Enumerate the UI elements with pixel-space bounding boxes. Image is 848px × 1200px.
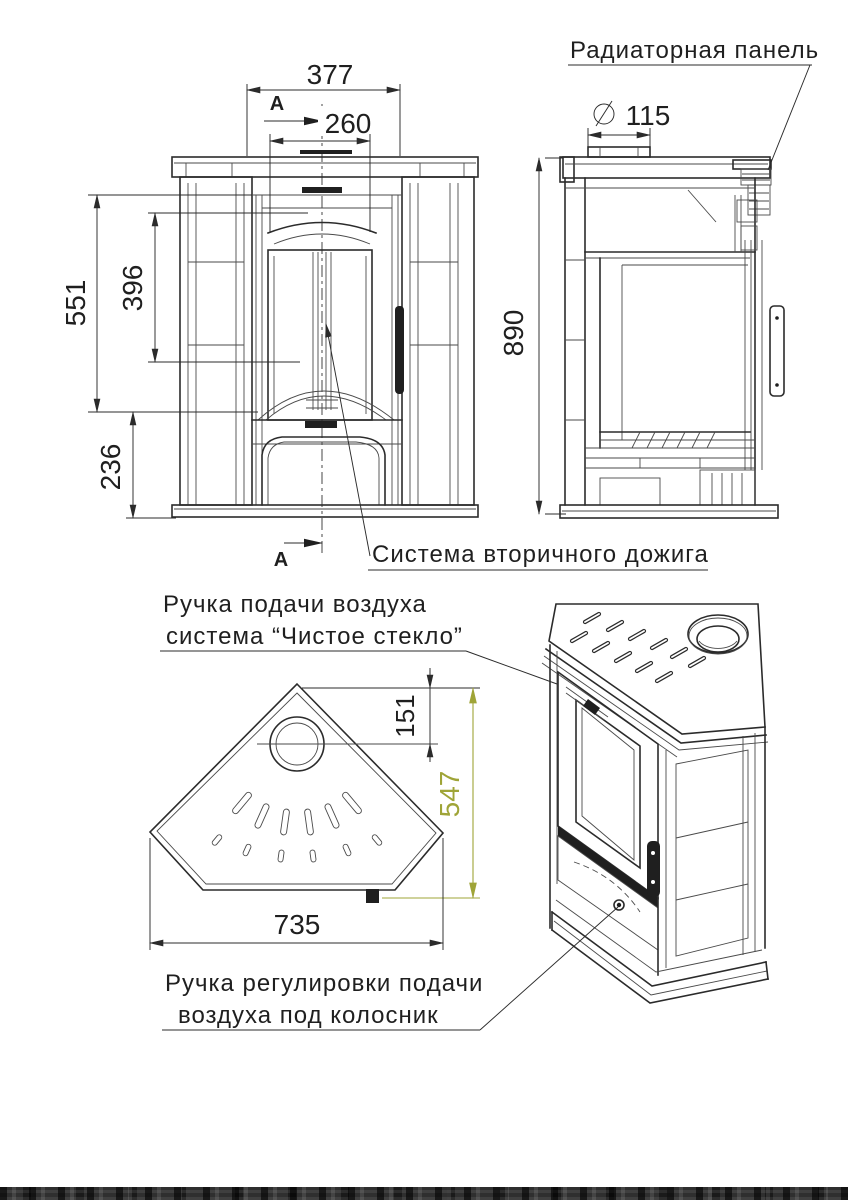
front-right-column bbox=[402, 177, 474, 505]
iso-base bbox=[552, 900, 768, 1003]
front-firebox-door bbox=[252, 195, 404, 505]
dim-890-label: 890 bbox=[498, 309, 529, 357]
plan-vent-slots bbox=[231, 791, 362, 835]
leader-secondary-burn bbox=[326, 324, 708, 570]
iso-right-panel bbox=[658, 727, 765, 975]
section-label-top: А bbox=[269, 93, 285, 115]
dim-735 bbox=[150, 838, 443, 950]
plan-vent-dots bbox=[211, 834, 383, 862]
hearth-bar bbox=[305, 421, 337, 428]
dim-115-label: 115 bbox=[625, 100, 671, 131]
dim-396 bbox=[117, 213, 308, 362]
top-vent-slot bbox=[300, 150, 352, 154]
dim-151 bbox=[302, 668, 480, 762]
dim-151-label: 151 bbox=[390, 694, 420, 738]
iso-door-handle bbox=[647, 841, 660, 897]
leader-air-supply bbox=[160, 651, 557, 684]
side-body bbox=[565, 178, 755, 505]
front-top-plate bbox=[172, 150, 478, 193]
radiator-panel-part bbox=[733, 160, 771, 215]
dim-890 bbox=[498, 158, 566, 514]
isometric-view bbox=[542, 604, 768, 1003]
dim-735-label: 735 bbox=[273, 909, 321, 940]
flue-collar bbox=[588, 147, 650, 157]
door-handle-front bbox=[395, 306, 404, 394]
label-grate-air-line2: воздуха под колосник bbox=[178, 1002, 439, 1029]
label-grate-air-line1: Ручка регулировки подачи bbox=[165, 970, 484, 997]
label-air-supply-line2: система “Чистое стекло” bbox=[166, 623, 463, 650]
front-view bbox=[172, 93, 478, 571]
dim-377-label: 377 bbox=[306, 59, 354, 90]
iso-chimney-collar bbox=[688, 615, 748, 654]
dim-236-label: 236 bbox=[95, 443, 126, 491]
side-internals bbox=[585, 190, 762, 505]
front-base bbox=[172, 505, 478, 517]
side-door-handle bbox=[770, 306, 784, 396]
front-left-column bbox=[180, 177, 252, 505]
label-radiator-panel: Радиаторная панель bbox=[570, 37, 820, 64]
front-ash-door bbox=[262, 437, 385, 505]
side-view bbox=[560, 147, 784, 518]
damper-handle bbox=[302, 187, 342, 193]
dim-236 bbox=[95, 412, 176, 518]
leader-radiator-panel bbox=[568, 65, 812, 170]
iso-grate-knob bbox=[617, 903, 621, 907]
label-secondary-burn: Система вторичного дожига bbox=[372, 541, 709, 568]
dim-547-label: 547 bbox=[434, 770, 465, 818]
plan-air-handle bbox=[366, 889, 379, 903]
side-base bbox=[560, 505, 778, 518]
label-air-supply-line1: Ручка подачи воздуха bbox=[163, 591, 427, 618]
dim-260-label: 260 bbox=[324, 108, 372, 139]
dim-396-label: 396 bbox=[117, 264, 148, 312]
side-top-plate bbox=[560, 147, 770, 182]
section-label-bottom: А bbox=[273, 549, 289, 571]
bottom-pixel-noise-strip bbox=[0, 1187, 848, 1200]
glass-door bbox=[268, 250, 372, 420]
dim-551 bbox=[60, 195, 258, 412]
dim-551-label: 551 bbox=[60, 279, 91, 327]
diameter-symbol bbox=[594, 101, 614, 126]
dim-flue-diameter bbox=[588, 100, 670, 150]
